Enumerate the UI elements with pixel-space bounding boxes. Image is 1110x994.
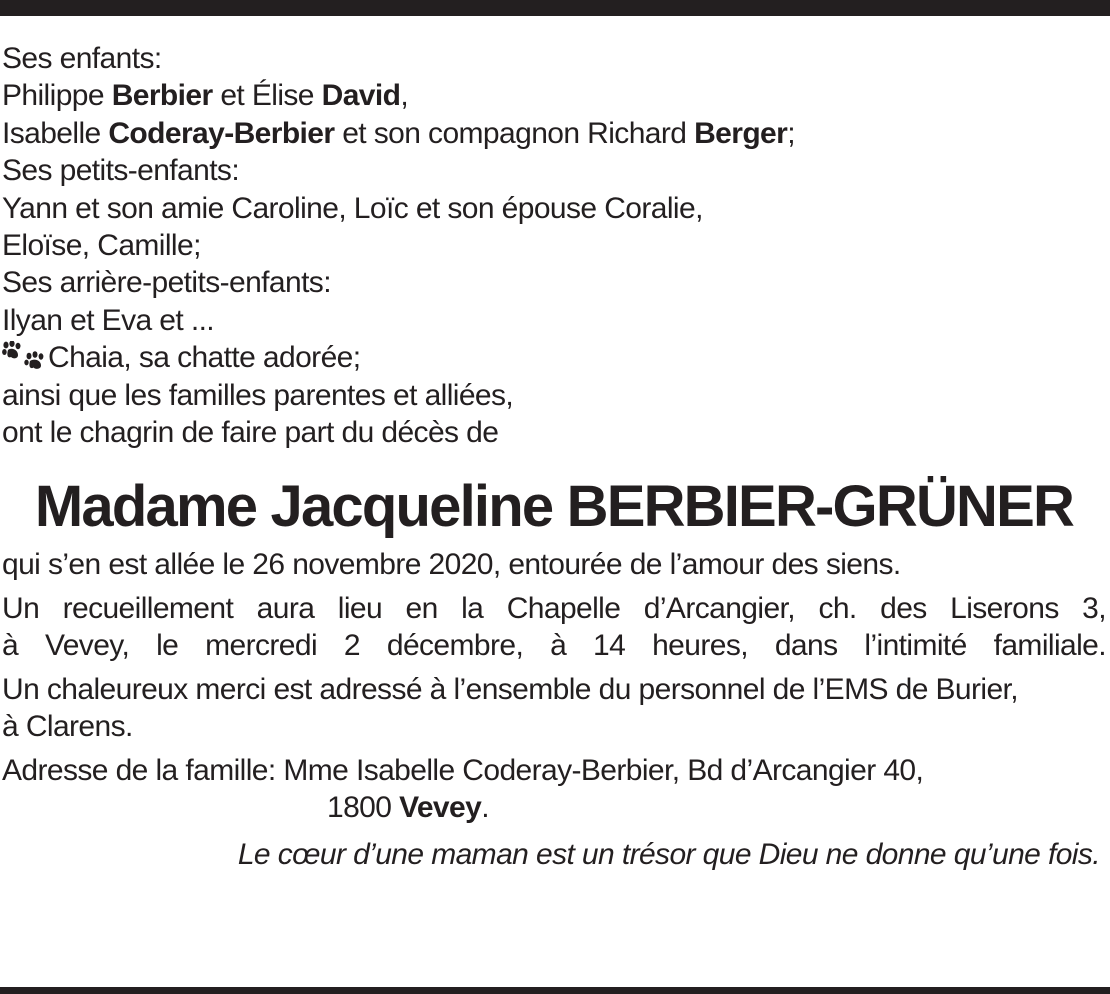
children-heading: Ses enfants: bbox=[2, 42, 162, 75]
ceremony-line-1: Un recueillement aura lieu en la Chapelle d’Arcangier, ch. des Liserons 3, bbox=[2, 591, 1106, 625]
child-2-first-name: Isabelle bbox=[2, 116, 101, 150]
death-date-line: qui s’en est allée le 26 novembre 2020, entourée de l’amour des siens. bbox=[2, 548, 901, 582]
great-grandchildren-heading: Ses arrière-petits-enfants: bbox=[2, 266, 331, 300]
child-2-line: Isabelle Coderay-Berbier et son compagnon Richard Berger; bbox=[2, 116, 795, 150]
child-1-line: Philippe Berbier et Élise David, bbox=[2, 79, 409, 113]
child-1-conjunction: et Élise bbox=[220, 79, 314, 113]
address-line-1: Mme Isabelle Coderay-Berbier, Bd d’Arcangier 40, bbox=[283, 753, 924, 787]
address-line-2: 1800 Vevey. bbox=[327, 790, 489, 824]
thanks-line-1: Un chaleureux merci est adressé à l’ensemble du personnel de l’EMS de Burier, bbox=[2, 672, 1019, 706]
thanks-paragraph bbox=[2, 671, 1106, 746]
obituary-notice bbox=[2, 40, 1106, 874]
grandchildren-line-1: Yann et son amie Caroline, Loïc et son épouse Coralie, bbox=[2, 191, 703, 225]
address-label: Adresse de la famille: bbox=[2, 753, 276, 787]
address-postcode: 1800 bbox=[327, 790, 392, 824]
ceremony-paragraph bbox=[2, 590, 1106, 665]
grandchildren-heading: Ses petits-enfants: bbox=[2, 154, 240, 188]
child-1-first-name: Philippe bbox=[2, 79, 104, 113]
great-grandchildren-line: Ilyan et Eva et ... bbox=[2, 303, 215, 337]
top-border-rule bbox=[0, 0, 1110, 16]
child-2-conjunction: et son compagnon Richard bbox=[342, 116, 687, 150]
family-address bbox=[2, 752, 1106, 789]
child-1-last-name: Berbier bbox=[111, 79, 213, 113]
ceremony-line-2: à Vevey, le mercredi 2 décembre, à 14 heures, dans l’intimité familiale. bbox=[2, 629, 1106, 663]
grandchildren-line-2: Eloïse, Camille; bbox=[2, 229, 201, 263]
relatives-line: ainsi que les familles parentes et alliées, bbox=[2, 378, 514, 412]
announcement-line: ont le chagrin de faire part du décès de bbox=[2, 416, 499, 450]
bottom-border-rule bbox=[0, 987, 1110, 994]
thanks-line-2: à Clarens. bbox=[2, 710, 133, 744]
child-1-spouse-last-name: David bbox=[321, 79, 401, 113]
child-2-last-name: Coderay-Berbier bbox=[108, 116, 335, 150]
child-2-partner-last-name: Berger bbox=[694, 116, 788, 150]
paw-prints-icon bbox=[2, 341, 48, 371]
motto-quote: Le cœur d’une maman est un trésor que Dieu ne donne qu’une fois. bbox=[237, 838, 1100, 872]
pet-text: Chaia, sa chatte adorée; bbox=[48, 341, 361, 375]
deceased-name-heading: Madame Jacqueline BERBIER-GRÜNER bbox=[34, 474, 1074, 540]
address-city: Vevey bbox=[399, 790, 482, 824]
pet-line bbox=[2, 339, 1106, 376]
